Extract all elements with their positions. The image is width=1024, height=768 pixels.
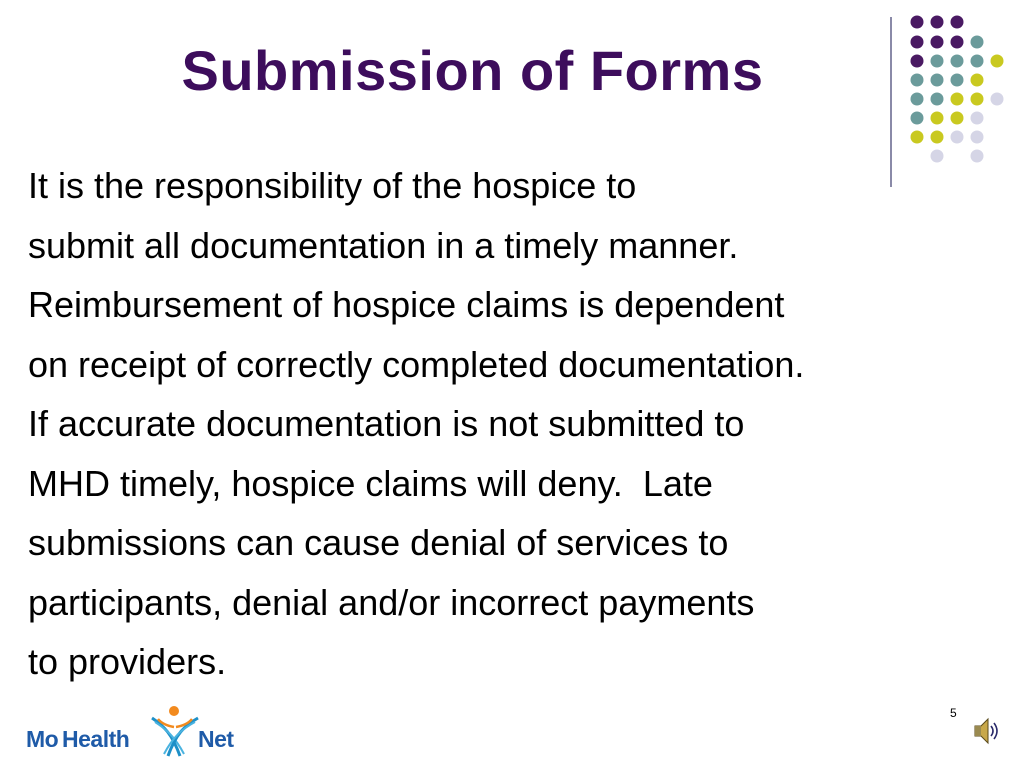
body-line: participants, denial and/or incorrect payments [28,581,755,623]
slide-body-text [28,156,1018,692]
body-line: If accurate documentation is not submitted to [28,403,745,444]
page-number: 5 [950,706,957,720]
mohealthnet-logo [22,700,262,760]
logo-word-net: Net [198,726,234,752]
body-line: Reimbursement of hospice claims is dependent [28,284,785,325]
body-line: on receipt of correctly completed documentation. [28,343,805,385]
body-line: submit all documentation in a timely manner. [28,224,739,266]
body-line: It is the responsibility of the hospice to [28,165,637,206]
logo-word-mo: Mo [26,726,59,752]
speaker-icon[interactable] [972,712,1002,750]
body-line: submissions can cause denial of services to [28,522,729,563]
body-line: MHD timely, hospice claims will deny. Late [28,462,713,504]
body-line: to providers. [28,641,227,682]
slide-title: Submission of Forms [181,39,764,102]
logo-word-health: Health [62,726,130,752]
